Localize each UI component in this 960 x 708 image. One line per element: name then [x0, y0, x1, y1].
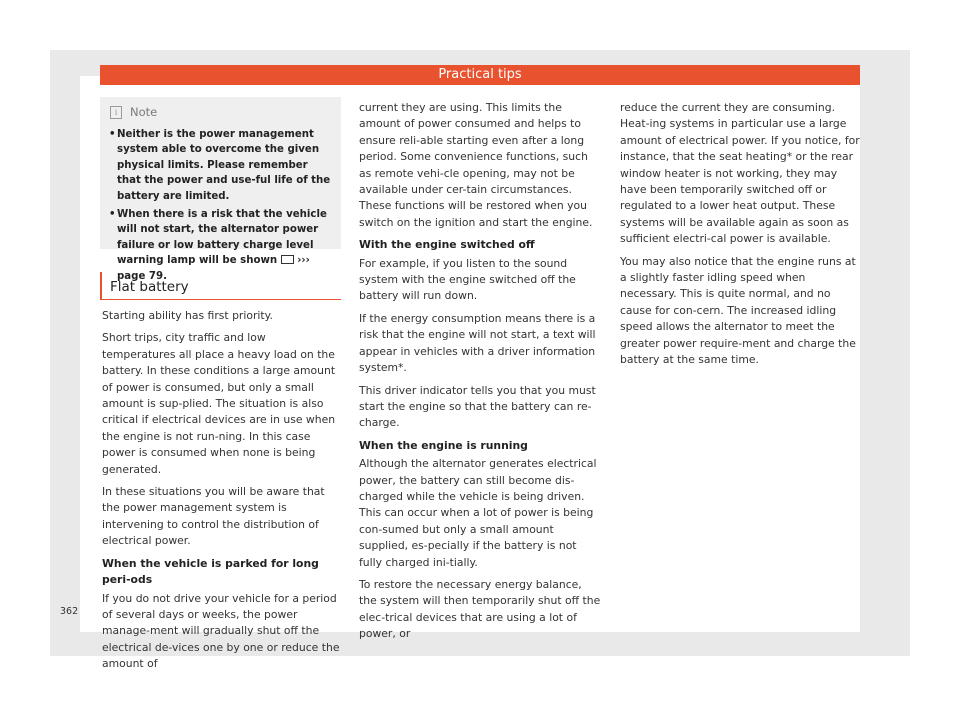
note-heading-label: Note: [130, 105, 158, 119]
section-title-text: Flat battery: [110, 279, 189, 295]
note-item: • When there is a risk that the vehicle will not start, the alternator power failure or low battery charge level warning lamp will be shown ››› page 79.: [109, 207, 335, 284]
section-title: [100, 272, 341, 300]
note-box: [100, 97, 341, 282]
text-column-2: [359, 100, 601, 649]
page-header: Practical tips: [100, 65, 860, 85]
info-icon: i: [110, 106, 122, 119]
page-reference-link[interactable]: ››› page 79.: [117, 255, 310, 282]
paragraph: This driver indicator tells you that you must start the engine so that the battery can re-charge.: [359, 383, 596, 430]
paragraph: If you do not drive your vehicle for a period of several days or weeks, the power manage-ment will gradually shut off the electrical de-vices one by one or reduce the amount of: [102, 591, 340, 671]
page-number: 362: [60, 606, 79, 617]
note-list: [109, 127, 335, 287]
note-heading: [110, 105, 157, 119]
subheading: With the engine switched off: [359, 238, 535, 252]
paragraph: Although the alternator generates electrical power, the battery can still become dis-charged while the vehicle is being driven. This can occur when a lot of power is being con-sumed but only a small amount supplied, es-pecially if the battery is not fully charged ini-tially.: [359, 457, 597, 569]
subheading: When the engine is running: [359, 438, 528, 452]
paragraph: In these situations you will be aware that the power management system is intervening to control the distribution of electrical power.: [102, 485, 325, 548]
text-column-3: [620, 100, 860, 375]
warning-lamp-icon: [281, 255, 294, 264]
paragraph: Short trips, city traffic and low temperatures all place a heavy load on the battery. In these conditions a large amount of power is consumed, but only a small amount is sup-plied. The situation is also critical if electrical devices are in use when the engine is not run-ning. In this case power is consumed when none is being generated.: [102, 331, 336, 476]
paragraph: Starting ability has first priority.: [102, 309, 273, 322]
paragraph: You may also notice that the engine runs at a slightly faster idling speed when necessary. This is quite normal, and no cause for con-cern. The increased idling speed allows the alternator to meet the greater power require-ment and charge the battery at the same time.: [620, 254, 856, 367]
subheading: When the vehicle is parked for long peri-ods: [102, 556, 319, 587]
paragraph: If the energy consumption means there is a risk that the engine will not start, a text will appear in vehicles with a driver information system*.: [359, 311, 596, 375]
note-item: • Neither is the power management system able to overcome the given physical limits. Please remember that the power and use-ful life of the battery are limited.: [109, 127, 335, 204]
paragraph: reduce the current they are consuming. Heat-ing systems in particular use a large amount of electrical power. If you notice, for instance, that the seat heating* or the rear window heater is not working, they may have been temporarily switched off or regulated to a lower heat output. These systems will be available again as soon as sufficient electri-cal power is available.: [620, 101, 860, 246]
paragraph: current they are using. This limits the amount of power consumed and helps to ensure reli-able starting even after a long period. Some convenience functions, such as remote vehi-cle opening, may not be available under cer-tain circumstances. These functions will be restored when you switch on the ignition and start the engine.: [359, 101, 593, 229]
text-column-1: [102, 308, 342, 679]
paragraph: To restore the necessary energy balance, the system will then temporarily shut off the elec-trical devices that are using a lot of power, or: [359, 577, 601, 641]
paragraph: For example, if you listen to the sound system with the engine switched off the battery will run down.: [359, 256, 576, 303]
